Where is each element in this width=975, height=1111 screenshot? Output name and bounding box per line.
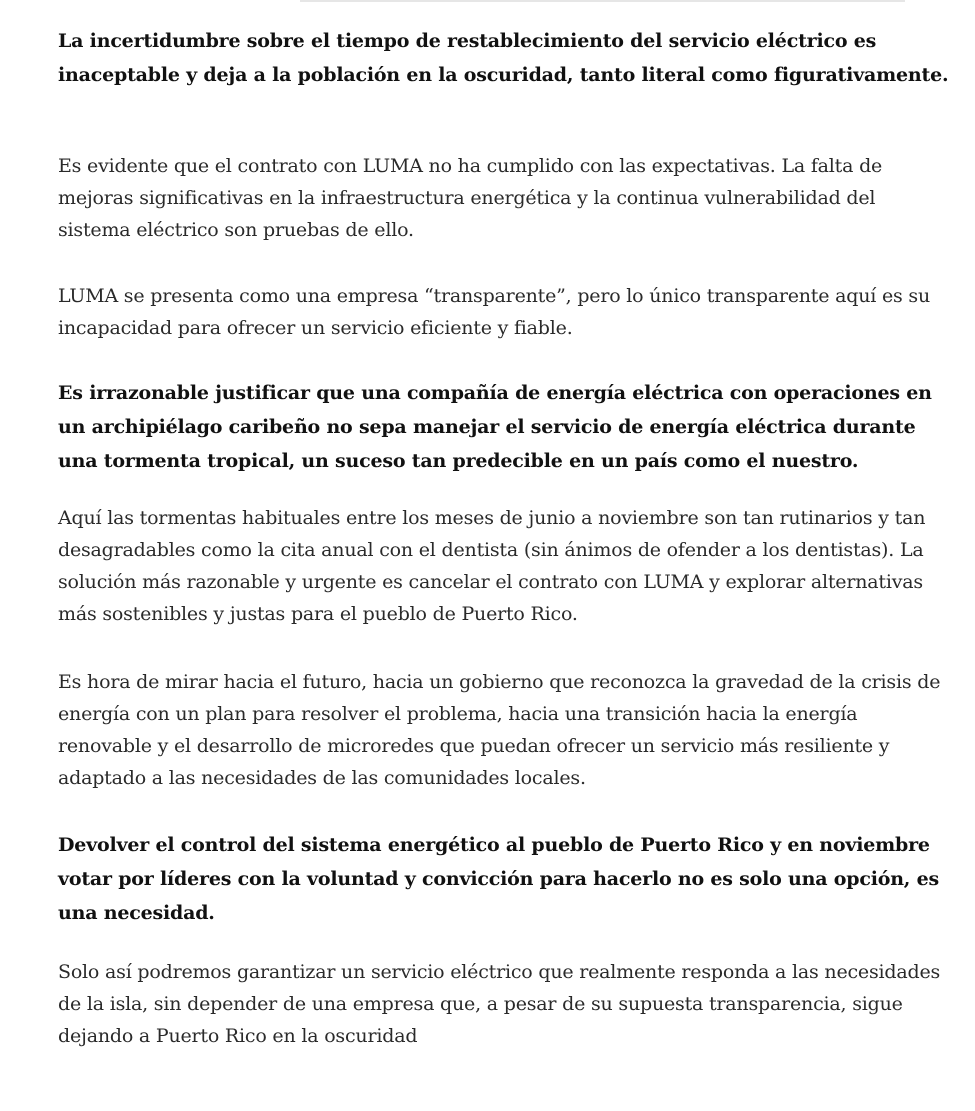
top-divider (300, 0, 905, 2)
paragraph-6: Es hora de mirar hacia el futuro, hacia un gobierno que reconozca la gravedad de la crisis de energía con un plan para resolver el problema, hacia una transición hacia la energía renovable y el desarrollo de microredes que puedan ofrecer un servicio más resiliente y adaptado a las necesidades de las comunidades locales. (58, 671, 941, 789)
paragraph-8: Solo así podremos garantizar un servicio eléctrico que realmente responda a las necesidades de la isla, sin depender de una empresa que, a pesar de su supuesta transparencia, sigue dejando a Puerto Rico en la oscuridad (58, 961, 941, 1047)
paragraph-3: LUMA se presenta como una empresa “transparente”, pero lo único transparente aquí es su incapacidad para ofrecer un servicio eficiente y fiable. (58, 285, 930, 339)
paragraph-7-bold: Devolver el control del sistema energético al pueblo de Puerto Rico y en noviembre votar por líderes con la voluntad y convicción para hacerlo no es solo una opción, es una necesidad. (58, 834, 940, 924)
paragraph-1-bold: La incertidumbre sobre el tiempo de restablecimiento del servicio eléctrico es inaceptable y deja a la población en la oscuridad, tanto literal como figurativamente. (58, 30, 949, 86)
paragraph-4-bold: Es irrazonable justificar que una compañía de energía eléctrica con operaciones en un archipiélago caribeño no sepa manejar el servicio de energía eléctrica durante una tormenta tropical, un suceso tan predecible en un país como el nuestro. (58, 382, 932, 472)
paragraph-5: Aquí las tormentas habituales entre los meses de junio a noviembre son tan rutinarios y tan desagradables como la cita anual con el dentista (sin ánimos de ofender a los dentistas). La solución más razonable y urgente es cancelar el contrato con LUMA y explorar alternativas más sostenibles y justas para el pueblo de Puerto Rico. (58, 507, 926, 625)
paragraph-2: Es evidente que el contrato con LUMA no ha cumplido con las expectativas. La falta de mejoras significativas en la infraestructura energética y la continua vulnerabilidad del sistema eléctrico son pruebas de ello. (58, 155, 883, 241)
